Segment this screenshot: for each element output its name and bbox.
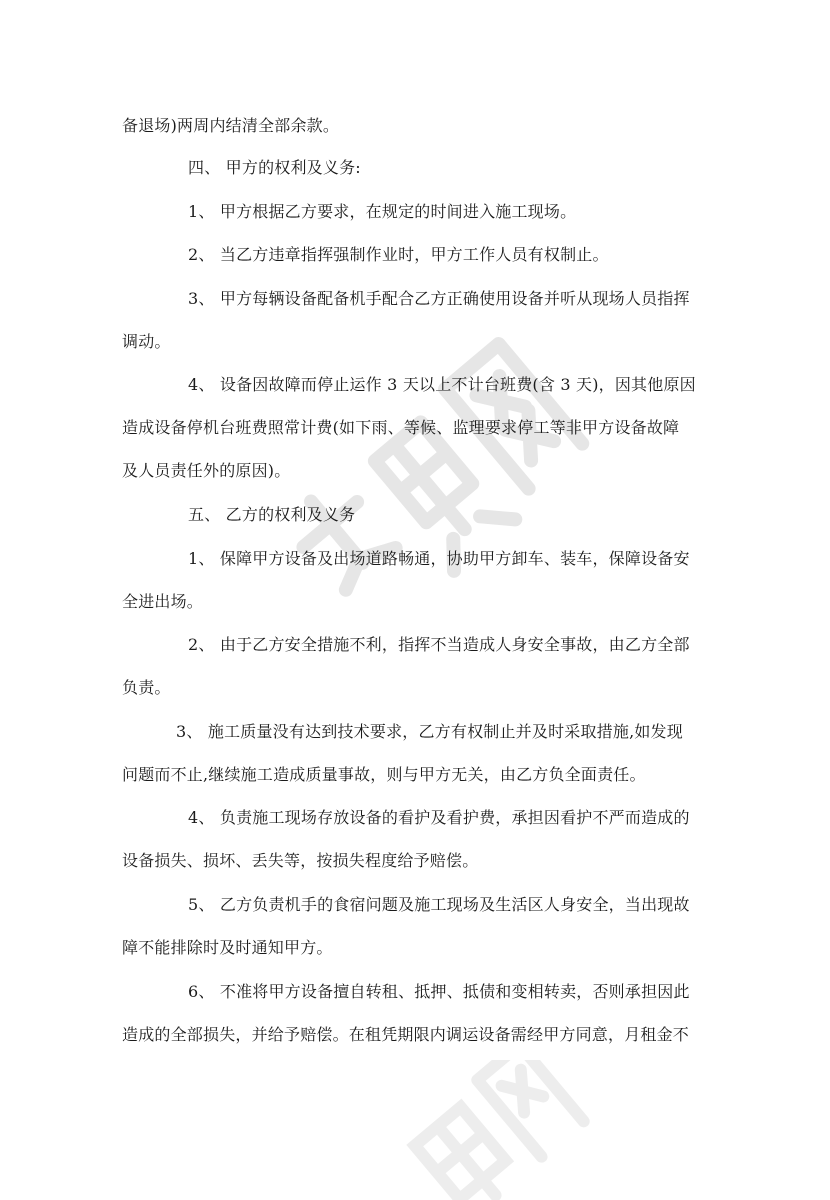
text-line: 6、 不准将甲方设备擅自转租、抵押、抵债和变相转卖，否则承担因此 — [188, 982, 690, 1001]
text-line: 2、 当乙方违章指挥强制作业时，甲方工作人员有权制止。 — [188, 245, 609, 264]
text-line: 障不能排除时及时通知甲方。 — [122, 938, 333, 957]
text-line: 4、 负责施工现场存放设备的看护及看护费，承担因看护不严而造成的 — [188, 808, 690, 827]
text-line: 3、 施工质量没有达到技术要求，乙方有权制止并及时采取措施,如发现 — [176, 722, 683, 741]
text-line: 负责。 — [122, 678, 171, 697]
text-line: 问题而不止,继续施工造成质量事故，则与甲方无关，由乙方负全面责任。 — [122, 765, 646, 784]
text-line: 5、 乙方负责机手的食宿问题及施工现场及生活区人身安全，当出现故 — [188, 895, 690, 914]
text-line: 备退场)两周内结清全部余款。 — [122, 116, 340, 135]
text-line: 1、 甲方根据乙方要求，在规定的时间进入施工现场。 — [188, 202, 577, 221]
text-line: 造成的全部损失，并给予赔偿。在租凭期限内调运设备需经甲方同意，月租金不 — [122, 1025, 690, 1044]
text-line: 全进出场。 — [122, 592, 204, 611]
text-line: 及人员责任外的原因)。 — [122, 461, 291, 480]
text-line: 1、 保障甲方设备及出场道路畅通，协助甲方卸车、装车，保障设备安 — [188, 549, 690, 568]
section-heading: 四、 甲方的权利及义务: — [188, 158, 361, 177]
text-line: 3、 甲方每辆设备配备机手配合乙方正确使用设备并听从现场人员指挥 — [188, 289, 690, 308]
text-line: 造成设备停机台班费照常计费(如下雨、等候、监理要求停工等非甲方设备故障 — [122, 418, 680, 437]
text-line: 调动。 — [122, 332, 171, 351]
text-line: 2、 由于乙方安全措施不利，指挥不当造成人身安全事故，由乙方全部 — [188, 635, 690, 654]
text-line: 4、 设备因故障而停止运作 3 天以上不计台班费(含 3 天)，因其他原因 — [188, 375, 696, 394]
section-heading: 五、 乙方的权利及义务 — [188, 505, 356, 524]
text-line: 设备损失、损坏、丢失等，按损失程度给予赔偿。 — [122, 851, 479, 870]
